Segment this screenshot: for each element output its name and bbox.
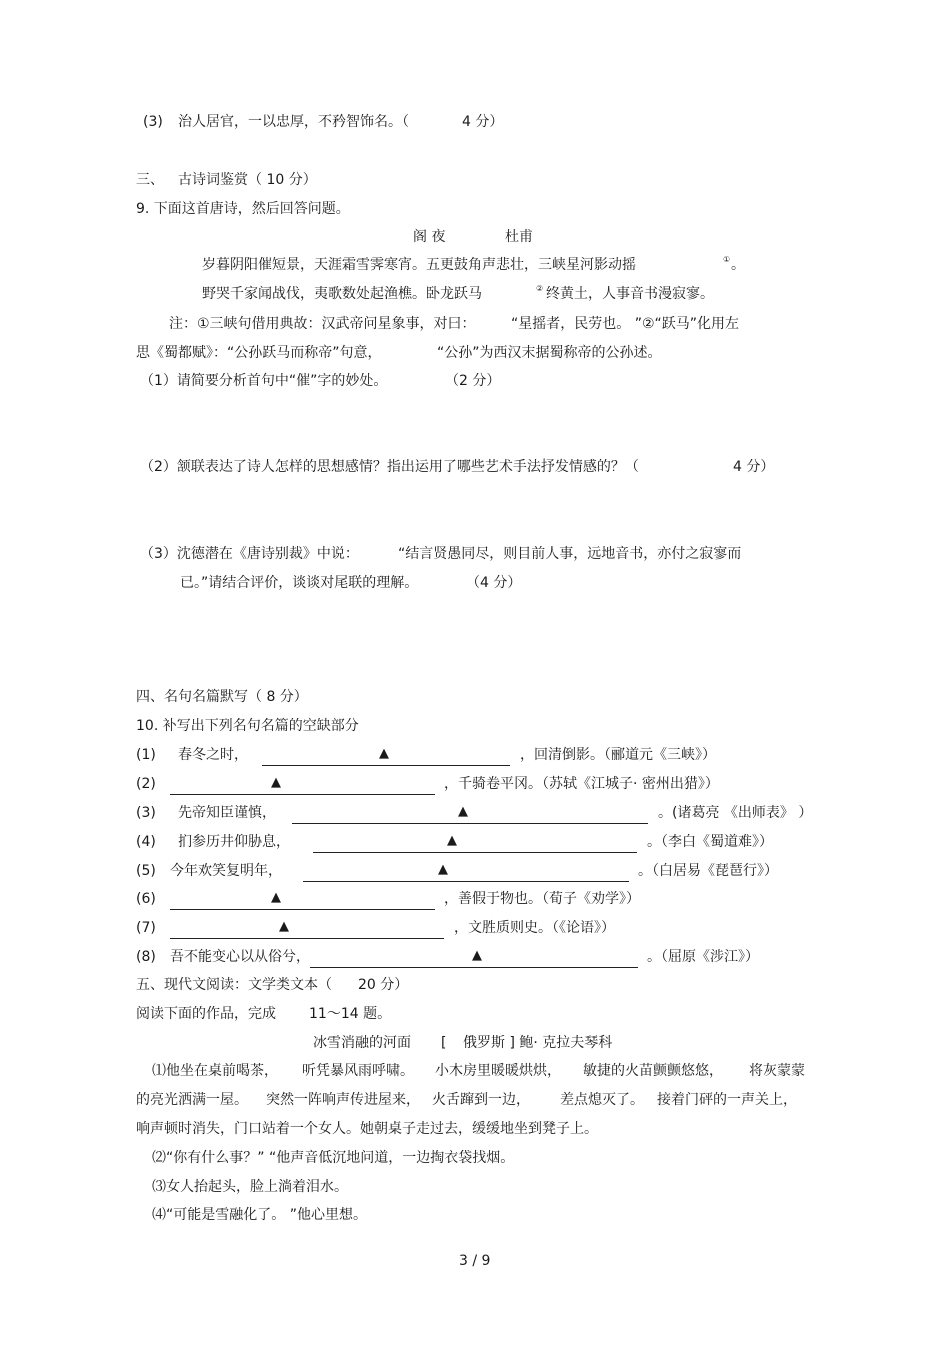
fill-item-2-post: ，千骑卷平冈。（苏轼《江城子· 密州出猎》） [444,776,719,792]
q9-sub2: （2）颔联表达了诗人怎样的思想感情？指出运用了哪些艺术手法抒发情感的？（ [140,459,639,475]
article-author: 俄罗斯 ] 鲍· 克拉夫琴科 [463,1035,613,1051]
fill-item-1-num: (1) [136,747,156,763]
fill-item-4-pre: 扪参历井仰胁息， [178,834,290,850]
q9-intro: 9. 下面这首唐诗，然后回答问题。 [136,201,350,217]
q9-sub3-score: （4 分） [466,575,522,591]
fill-item-1-post: ，回清倒影。（郦道元《三峡》） [520,747,716,763]
fill-item-7-marker: ▲ [279,919,289,934]
fill-item-8-num: (8) [136,949,156,965]
q9-sub2-score: 4 分） [733,459,775,475]
fill-item-2-num: (2) [136,776,156,792]
poem-author: 杜甫 [505,229,533,245]
para1-d: 敏捷的火苗颤颤悠悠， [583,1063,723,1079]
fill-item-3-post: 。(诸葛亮 《出师表》 ） [658,805,813,821]
fill-item-6-marker: ▲ [271,890,281,905]
para1-i: 差点熄灭了。 [560,1092,644,1108]
para3: ⑶女人抬起头，脸上淌着泪水。 [152,1179,348,1195]
para1-b: 听凭暴风雨呼啸。 [302,1063,414,1079]
poem-line-2a: 野哭千家闻战伐，夷歌数处起渔樵。卧龙跃马 [202,286,482,302]
q9-sub3c: 已。”请结合评价，谈谈对尾联的理解。 [180,575,419,591]
para4: ⑷“可能是雪融化了。 ”他心里想。 [152,1207,367,1223]
para2: ⑵“你有什么事？” “他声音低沉地问道，一边掏衣袋找烟。 [152,1150,515,1166]
note-2b: “公孙”为西汉末据蜀称帝的公孙述。 [437,345,662,361]
fill-item-4-post: 。（李白《蜀道难》） [647,834,773,850]
fill-item-3-pre: 先帝知臣谨慎， [178,805,276,821]
note-1b: “星摇者，民劳也。 ”②“跃马”化用左 [511,316,740,332]
para1-f: 的亮光洒满一屋。 [136,1092,248,1108]
section4-title: 四、名句名篇默写（ 8 分） [136,689,308,705]
para1-c: 小木房里暖暖烘烘， [435,1063,561,1079]
poem-line-2b: 终黄土，人事音书漫寂寥。 [546,286,714,302]
fill-item-6-post: ，善假于物也。（荀子《劝学》） [444,891,640,907]
fill-item-5-num: (5) [136,863,156,879]
para1-g: 突然一阵响声传进屋来， [266,1092,420,1108]
section3-num: 三、 [136,172,164,188]
fill-item-7-num: (7) [136,920,156,936]
q9-sub3b: “结言贤愚同尽，则目前人事，远地音书，亦付之寂寥而 [398,546,742,562]
page-number: 3 / 9 [459,1253,491,1269]
para1-k: 响声顿时消失，门口站着一个女人。她朝桌子走过去，缓缓地坐到凳子上。 [136,1121,598,1137]
note-1a: 注：①三峡句借用典故：汉武帝问星象事，对曰： [169,316,476,332]
fill-item-5-marker: ▲ [438,862,448,877]
q9-sub3a: （3）沈德潜在《唐诗别裁》中说： [140,546,359,562]
fill-item-5-blank[interactable] [303,865,629,882]
fill-item-8-marker: ▲ [472,948,482,963]
footnote-mark-1: ① [723,255,731,264]
fill-item-7-post: ，文胜质则史。（《论语》） [454,920,615,936]
fill-item-3-marker: ▲ [458,804,468,819]
para1-h: 火舌蹿到一边， [432,1092,530,1108]
fill-item-1-marker: ▲ [379,746,389,761]
section5-score: 20 分） [358,977,409,993]
fill-item-4-marker: ▲ [447,833,457,848]
q8-3-num: (3) [143,114,163,130]
fill-item-1-pre: 春冬之时， [178,747,248,763]
fill-item-3-blank[interactable] [292,807,648,824]
fill-item-2-blank[interactable] [170,778,435,795]
poem-title: 阁 夜 [413,229,446,245]
section3-title: 古诗词鉴赏（ 10 分） [178,172,317,188]
poem-line-1: 岁暮阴阳催短景，天涯霜雪霁寒宵。五更鼓角声悲壮，三峡星河影动摇 [202,257,636,273]
footnote-mark-2: ② [536,284,544,293]
fill-item-7-blank[interactable] [170,922,444,939]
fill-item-5-post: 。（白居易《琵琶行》） [638,863,778,879]
reading-intro-b: 11～14 题。 [309,1006,392,1022]
fill-item-6-blank[interactable] [170,893,435,910]
q10-intro: 10. 补写出下列名句名篇的空缺部分 [136,718,359,734]
fill-item-8-post: 。（屈原《涉江》） [647,949,759,965]
reading-intro-a: 阅读下面的作品，完成 [136,1006,276,1022]
q8-3-text: 治人居官，一以忠厚，不矜智饰名。（ [178,114,409,130]
q9-sub1: （1）请简要分析首句中“催”字的妙处。 [140,373,388,389]
article-author-bracket: [ [441,1035,447,1051]
article-title: 冰雪消融的河面 [313,1035,411,1051]
section5-title: 五、现代文阅读：文学类文本（ [136,977,332,993]
q8-3-score: 4 分） [462,114,504,130]
fill-item-8-pre: 吾不能变心以从俗兮， [170,949,310,965]
para1-j: 接着门砰的一声关上， [657,1092,797,1108]
para1-a: ⑴他坐在桌前喝茶， [152,1063,278,1079]
fill-item-5-pre: 今年欢笑复明年， [170,863,282,879]
poem-line-1-end: 。 [731,257,745,273]
note-2a: 思《蜀都赋》：“公孙跃马而称帝”句意， [136,345,382,361]
para1-e: 将灰蒙蒙 [749,1063,805,1079]
fill-item-4-num: (4) [136,834,156,850]
fill-item-3-num: (3) [136,805,156,821]
fill-item-2-marker: ▲ [271,775,281,790]
fill-item-4-blank[interactable] [313,836,637,853]
fill-item-6-num: (6) [136,891,156,907]
q9-sub1-score: （2 分） [445,373,501,389]
